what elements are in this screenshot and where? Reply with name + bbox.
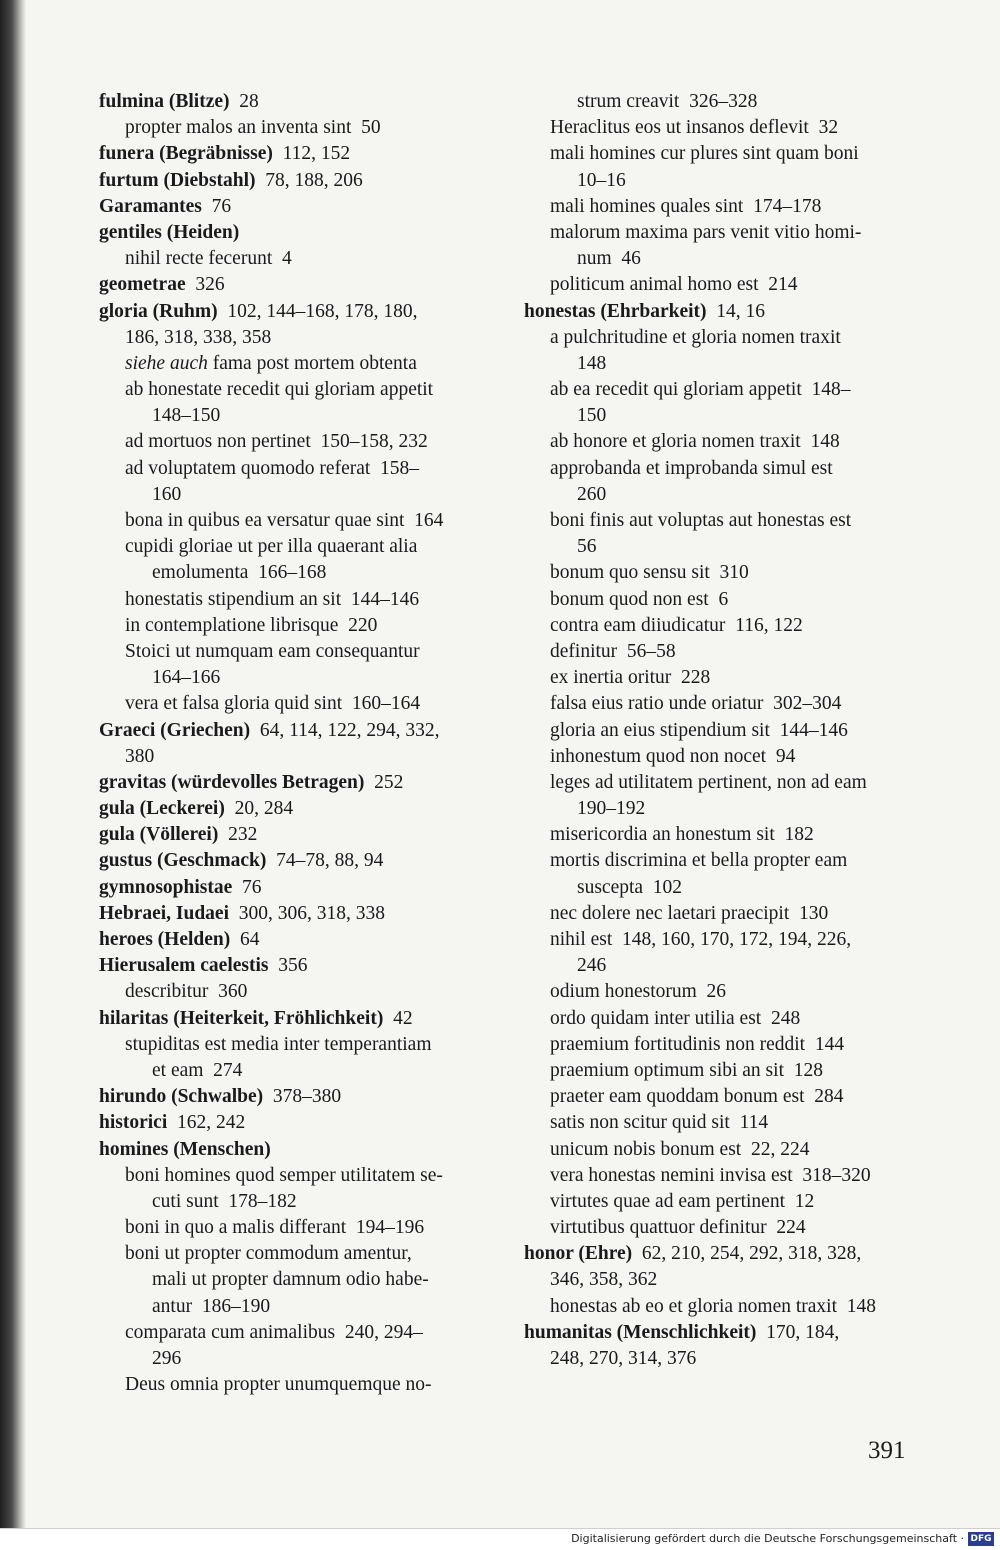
index-term: gravitas (würdevolles Betragen) [99, 771, 365, 793]
index-term: Hierusalem caelestis [99, 955, 269, 977]
index-text: nihil est 148, 160, 170, 172, 194, 226, [550, 929, 852, 950]
index-text: 186, 318, 338, 358 [125, 326, 272, 348]
index-term: gustus (Geschmack) [99, 850, 267, 872]
index-subentry [524, 979, 924, 1005]
index-text: ordo quidam inter utilia est 248 [550, 1007, 801, 1029]
index-text: leges ad utilitatem pertinent, non ad eam [550, 771, 867, 793]
index-term: gula (Leckerei) [99, 798, 225, 820]
index-text: falsa eius ratio unde oriatur 302–304 [550, 693, 842, 715]
index-term: heroes (Helden) [99, 929, 231, 950]
index-text: ad voluptatem quomodo referat 158– [125, 457, 420, 479]
index-text: cupidi gloriae ut per illa quaerant alia [125, 536, 418, 558]
index-subentry [524, 325, 924, 351]
index-subentry [524, 1215, 924, 1241]
index-subentry [99, 691, 509, 717]
index-term: hirundo (Schwalbe) [99, 1086, 264, 1108]
index-text: boni ut propter commodum amentur, [125, 1243, 412, 1265]
index-text: 28 [229, 91, 259, 112]
index-text: 252 [364, 771, 404, 793]
index-subentry [524, 272, 924, 298]
index-text: praemium optimum sibi an sit 128 [550, 1059, 823, 1081]
index-entry-heading [99, 953, 509, 979]
index-text: satis non scitur quid sit 114 [550, 1112, 769, 1134]
index-subentry [524, 927, 924, 953]
index-term: Graeci (Griechen) [99, 719, 251, 741]
index-subentry [524, 377, 924, 403]
index-text: ab ea recedit qui gloriam appetit 148– [550, 379, 851, 401]
index-term: honestas (Ehrbarkeit) [524, 300, 707, 322]
index-subentry [99, 482, 509, 508]
index-subentry [524, 115, 924, 141]
index-subentry [524, 89, 924, 115]
index-text: 150 [577, 405, 607, 427]
index-text: boni in quo a malis differant 194–196 [125, 1217, 425, 1239]
index-entry-heading [99, 770, 509, 796]
index-subentry [99, 1372, 509, 1398]
index-subentry [99, 613, 509, 639]
index-subentry [524, 534, 924, 560]
index-entry-heading [524, 1320, 924, 1346]
index-entry-heading [99, 89, 509, 115]
index-subentry [99, 429, 509, 455]
index-term: gymnosophistae [99, 876, 233, 898]
index-entry-heading [99, 1110, 509, 1136]
index-subentry [524, 691, 924, 717]
index-subentry [524, 403, 924, 429]
index-column-right [524, 89, 924, 1372]
index-text: 300, 306, 318, 338 [229, 902, 385, 924]
index-subentry [524, 141, 924, 167]
index-entry-heading [99, 875, 509, 901]
index-subentry [524, 1006, 924, 1032]
index-text: 74–78, 88, 94 [266, 850, 384, 872]
index-subentry [524, 1084, 924, 1110]
index-text: fama post mortem obtenta [207, 352, 417, 374]
index-text: suscepta 102 [577, 876, 683, 898]
index-text: Heraclitus eos ut insanos deflevit 32 [550, 117, 839, 139]
index-term: humanitas (Menschlichkeit) [524, 1321, 757, 1343]
index-text: odium honestorum 26 [550, 981, 727, 1003]
index-subentry [99, 534, 509, 560]
index-subentry [99, 979, 509, 1005]
index-subentry [524, 1110, 924, 1136]
index-text: malorum maxima pars venit vitio homi- [550, 221, 862, 243]
index-subentry [524, 1346, 924, 1372]
index-subentry [99, 1058, 509, 1084]
index-text: emolumenta 166–168 [152, 562, 327, 584]
index-entry-heading [99, 194, 509, 220]
index-term: gula (Völlerei) [99, 824, 219, 846]
index-term: funera (Begräbnisse) [99, 143, 273, 165]
index-subentry [524, 822, 924, 848]
index-subentry [99, 456, 509, 482]
index-text: misericordia an honestum sit 182 [550, 824, 814, 846]
index-text: 78, 188, 206 [255, 169, 363, 191]
index-subentry [524, 770, 924, 796]
index-subentry [524, 613, 924, 639]
index-subentry [524, 848, 924, 874]
index-text: virtutes quae ad eam pertinent 12 [550, 1190, 815, 1212]
cross-reference-label: siehe auch [125, 352, 208, 374]
index-text: a pulchritudine et gloria nomen traxit [550, 326, 841, 348]
index-subentry [99, 1032, 509, 1058]
index-text: mortis discrimina et bella propter eam [550, 850, 848, 872]
index-text: strum creavit 326–328 [577, 91, 758, 112]
index-term: Hebraei, Iudaei [99, 902, 229, 924]
index-text: bona in quibus ea versatur quae sint 164 [125, 510, 444, 531]
index-entry-heading [99, 718, 509, 744]
index-subentry [524, 220, 924, 246]
index-text: 148–150 [152, 405, 221, 427]
index-text: contra eam diiudicatur 116, 122 [550, 614, 803, 636]
index-text: 164–166 [152, 667, 221, 689]
index-term: hilaritas (Heiterkeit, Fröhlichkeit) [99, 1007, 384, 1029]
index-subentry [524, 1032, 924, 1058]
index-text: virtutibus quattuor definitur 224 [550, 1217, 806, 1239]
index-text: 14, 16 [706, 300, 766, 322]
index-text: boni homines quod semper utilitatem se- [125, 1164, 443, 1186]
index-subentry [524, 482, 924, 508]
index-term: fulmina (Blitze) [99, 91, 230, 112]
index-text: 246 [577, 955, 607, 977]
index-subentry [99, 639, 509, 665]
index-subentry [99, 508, 509, 534]
index-subentry [524, 744, 924, 770]
index-subentry [99, 377, 509, 403]
index-subentry [99, 246, 509, 272]
index-term: gentiles (Heiden) [99, 221, 240, 243]
index-text: boni finis aut voluptas aut honestas est [550, 510, 852, 531]
index-text: 232 [218, 824, 258, 846]
index-text: Stoici ut numquam eam consequantur [125, 640, 420, 662]
index-text: inhonestum quod non nocet 94 [550, 745, 796, 767]
index-term: homines (Menschen) [99, 1138, 271, 1160]
index-text: 64 [230, 929, 260, 950]
index-entry-heading [99, 168, 509, 194]
index-text: mali homines quales sint 174–178 [550, 195, 822, 217]
index-text: mali homines cur plures sint quam boni [550, 143, 859, 165]
index-page [26, 0, 1000, 1528]
index-subentry [524, 796, 924, 822]
index-text: et eam 274 [152, 1059, 243, 1081]
index-subentry [524, 718, 924, 744]
index-text: 56 [577, 536, 597, 558]
index-text: vera honestas nemini invisa est 318–320 [550, 1164, 871, 1186]
index-text: Deus omnia propter unumquemque no- [125, 1374, 432, 1396]
index-text: honestas ab eo et gloria nomen traxit 148 [550, 1295, 876, 1317]
page-number: 391 [868, 1437, 906, 1464]
index-text: approbanda et improbanda simul est [550, 457, 833, 479]
index-entry-heading [524, 1241, 924, 1267]
index-text: 380 [125, 745, 155, 767]
index-text: 326 [185, 274, 225, 296]
index-term: furtum (Diebstahl) [99, 169, 256, 191]
index-text: praemium fortitudinis non reddit 144 [550, 1033, 845, 1055]
index-text: comparata cum animalibus 240, 294– [125, 1321, 423, 1343]
index-text: ex inertia oritur 228 [550, 667, 711, 689]
index-subentry [524, 194, 924, 220]
index-text: honestatis stipendium an sit 144–146 [125, 588, 420, 610]
index-subentry [99, 587, 509, 613]
index-text: 102, 144–168, 178, 180, [217, 300, 418, 322]
index-text: ab honestate recedit qui gloriam appetit [125, 379, 434, 401]
index-text: bonum quod non est 6 [550, 588, 729, 610]
index-entry-heading [99, 1006, 509, 1032]
index-text: unicum nobis bonum est 22, 224 [550, 1138, 810, 1160]
index-text: politicum animal homo est 214 [550, 274, 798, 296]
index-subentry [524, 1058, 924, 1084]
index-subentry [99, 1163, 509, 1189]
index-text: 112, 152 [272, 143, 351, 165]
index-text: 20, 284 [224, 798, 294, 820]
index-subentry [524, 639, 924, 665]
index-column-left [99, 89, 509, 1398]
index-text: describitur 360 [125, 981, 248, 1003]
digitization-footer [0, 1528, 1000, 1550]
index-subentry [524, 456, 924, 482]
index-text: 162, 242 [167, 1112, 246, 1134]
index-text: 248, 270, 314, 376 [550, 1348, 697, 1369]
index-text: vera et falsa gloria quid sint 160–164 [125, 693, 421, 715]
index-term: honor (Ehre) [524, 1243, 633, 1265]
index-subentry [99, 1215, 509, 1241]
index-text: antur 186–190 [152, 1295, 271, 1317]
index-text: 160 [152, 483, 182, 505]
index-entry-heading [99, 220, 509, 246]
index-text: bonum quo sensu sit 310 [550, 562, 749, 584]
index-text: 64, 114, 122, 294, 332, [250, 719, 440, 741]
index-subentry [524, 1137, 924, 1163]
index-subentry [99, 1241, 509, 1267]
index-subentry [524, 1163, 924, 1189]
index-subentry [99, 325, 509, 351]
index-subentry [524, 168, 924, 194]
index-text: in contemplatione librisque 220 [125, 614, 378, 636]
index-text: propter malos an inventa sint 50 [125, 117, 381, 139]
index-entry-heading [99, 1137, 509, 1163]
index-term: Garamantes [99, 195, 202, 217]
index-text: stupiditas est media inter temperantiam [125, 1033, 432, 1055]
index-text: 346, 358, 362 [550, 1269, 658, 1291]
index-text: nec dolere nec laetari praecipit 130 [550, 902, 829, 924]
index-subentry [524, 587, 924, 613]
index-subentry [99, 351, 509, 377]
index-entry-heading [99, 299, 509, 325]
index-text: mali ut propter damnum odio habe- [152, 1269, 429, 1291]
index-subentry [524, 665, 924, 691]
index-entry-heading [99, 272, 509, 298]
index-subentry [524, 560, 924, 586]
index-subentry [524, 901, 924, 927]
index-text: 260 [577, 483, 607, 505]
index-text: praeter eam quoddam bonum est 284 [550, 1086, 844, 1108]
index-subentry [524, 1189, 924, 1215]
index-text: 76 [201, 195, 232, 217]
index-text: definitur 56–58 [550, 640, 676, 662]
index-subentry [99, 1346, 509, 1372]
index-text: gloria an eius stipendium sit 144–146 [550, 719, 848, 741]
index-subentry [524, 508, 924, 534]
index-text: 296 [152, 1348, 182, 1369]
index-subentry [99, 560, 509, 586]
index-text: 148 [577, 352, 607, 374]
index-entry-heading [99, 141, 509, 167]
index-text: 356 [268, 955, 308, 977]
index-text: 378–380 [263, 1086, 342, 1108]
index-entry-heading [524, 299, 924, 325]
index-entry-heading [99, 927, 509, 953]
index-subentry [99, 1189, 509, 1215]
index-subentry [99, 403, 509, 429]
index-subentry [524, 1294, 924, 1320]
index-subentry [99, 1320, 509, 1346]
index-term: gloria (Ruhm) [99, 300, 218, 322]
index-text: 62, 210, 254, 292, 318, 328, [632, 1243, 862, 1265]
book-binding-shadow [0, 0, 26, 1530]
index-text: 42 [383, 1007, 413, 1029]
index-subentry [99, 665, 509, 691]
index-subentry [524, 351, 924, 377]
index-text: ab honore et gloria nomen traxit 148 [550, 431, 840, 453]
index-text: 190–192 [577, 798, 646, 820]
index-subentry [524, 953, 924, 979]
funding-credit: Digitalisierung gefördert durch die Deutsche Forschungsgemeinschaft · [571, 1532, 964, 1545]
index-entry-heading [99, 822, 509, 848]
index-subentry [524, 246, 924, 272]
index-term: geometrae [99, 274, 186, 296]
index-subentry [99, 1294, 509, 1320]
index-text: cuti sunt 178–182 [152, 1190, 297, 1212]
index-text: 10–16 [577, 169, 626, 191]
index-subentry [99, 1267, 509, 1293]
index-text: ad mortuos non pertinet 150–158, 232 [125, 431, 428, 453]
index-text: nihil recte fecerunt 4 [125, 248, 292, 270]
index-text: num 46 [577, 248, 641, 270]
dfg-logo-icon: DFG [968, 1532, 994, 1546]
index-term: historici [99, 1112, 168, 1134]
index-entry-heading [99, 796, 509, 822]
index-subentry [99, 115, 509, 141]
index-subentry [524, 1267, 924, 1293]
index-text: 76 [232, 876, 262, 898]
index-entry-heading [99, 901, 509, 927]
index-entry-heading [99, 1084, 509, 1110]
index-subentry [99, 744, 509, 770]
index-subentry [524, 875, 924, 901]
index-entry-heading [99, 848, 509, 874]
index-text: 170, 184, [756, 1321, 840, 1343]
index-subentry [524, 429, 924, 455]
